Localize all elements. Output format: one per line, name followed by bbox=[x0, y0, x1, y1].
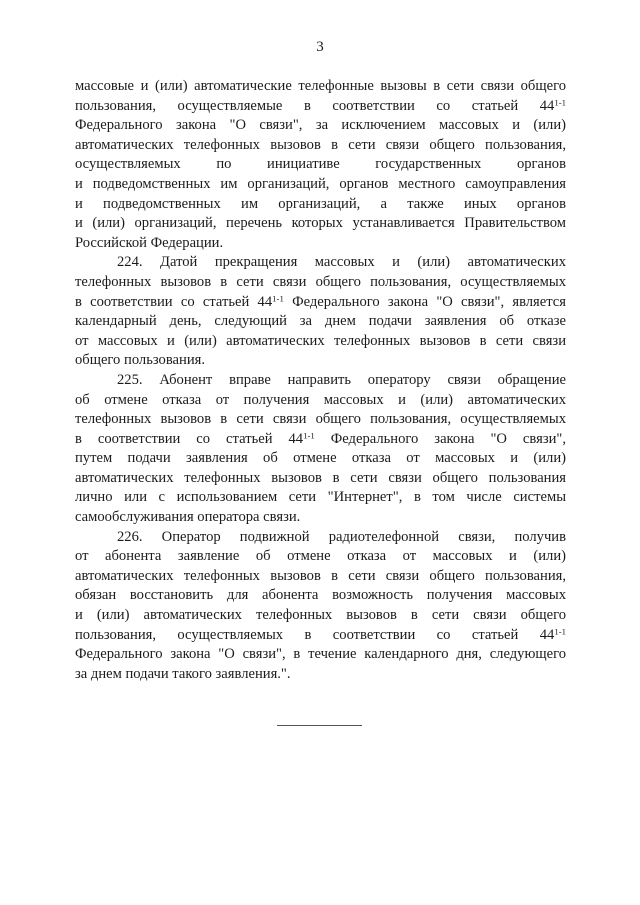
line-text: Федерального закона "О связи", является bbox=[283, 293, 566, 310]
text-line: автоматических телефонных вызовов в сети связи общего пользования, bbox=[75, 136, 566, 153]
text-line: телефонных вызовов в сети связи общего пользования, осуществляемых bbox=[75, 411, 566, 428]
text-line: телефонных вызовов в сети связи общего пользования, осуществляемых bbox=[75, 273, 566, 290]
line-text: пользования, осуществляемых в соответствии со статьей 44 bbox=[75, 626, 555, 643]
text-line: от абонента заявление об отмене отказа от массовых и (или) bbox=[75, 548, 566, 565]
superscript: 1-1 bbox=[272, 293, 284, 304]
text-line: Федерального закона "О связи", за исключением массовых и (или) bbox=[75, 117, 566, 134]
document-body bbox=[75, 77, 566, 684]
text-line: Российской Федерации. bbox=[75, 234, 224, 251]
paragraph-226 bbox=[75, 528, 566, 685]
page-number: 3 bbox=[316, 39, 324, 55]
text-line: путем подачи заявления об отмене отказа от массовых и (или) bbox=[75, 450, 566, 467]
superscript: 1-1 bbox=[554, 97, 566, 108]
text-line: 224. Датой прекращения массовых и (или) автоматических bbox=[117, 254, 566, 271]
text-line: самообслуживания оператора связи. bbox=[75, 509, 301, 526]
paragraph-continuation bbox=[75, 77, 566, 253]
text-line: и подведомственных им организаций, а также иных органов bbox=[75, 195, 566, 212]
text-line: Федерального закона "О связи", в течение календарного дня, следующего bbox=[75, 646, 566, 663]
line-text: в соответствии со статьей 44 bbox=[75, 430, 304, 447]
superscript: 1-1 bbox=[303, 430, 315, 441]
text-line: 226. Оператор подвижной радиотелефонной связи, получив bbox=[117, 528, 566, 545]
text-line: и (или) организаций, перечень которых устанавливается Правительством bbox=[75, 215, 566, 232]
line-text: Федерального закона "О связи", bbox=[314, 430, 566, 447]
superscript: 1-1 bbox=[554, 626, 566, 637]
text-line: и (или) автоматических телефонных вызовов в сети связи общего bbox=[75, 607, 566, 624]
paragraph-225 bbox=[75, 371, 566, 528]
text-line: и подведомственных им организаций, органов местного самоуправления bbox=[75, 175, 566, 192]
text-line: обязан восстановить для абонента возможность получения массовых bbox=[75, 587, 566, 604]
end-of-text-rule bbox=[277, 725, 362, 726]
line-text: пользования, осуществляемые в соответствии со статьей 44 bbox=[75, 97, 555, 114]
text-line: за днем подачи такого заявления.". bbox=[75, 665, 291, 682]
text-line bbox=[75, 430, 566, 450]
text-line: 225. Абонент вправе направить оператору связи обращение bbox=[117, 371, 566, 388]
text-line: лично или с использованием сети "Интернет", в том числе системы bbox=[75, 489, 566, 506]
text-line: осуществляемых по инициативе государственных органов bbox=[75, 156, 566, 173]
text-line bbox=[75, 97, 566, 117]
text-line: автоматических телефонных вызовов в сети связи общего пользования, bbox=[75, 567, 566, 584]
text-line: календарный день, следующий за днем подачи заявления об отказе bbox=[75, 313, 566, 330]
text-line: об отмене отказа от получения массовых и (или) автоматических bbox=[75, 391, 566, 408]
text-line: общего пользования. bbox=[75, 352, 205, 369]
text-line: автоматических телефонных вызовов в сети связи общего пользования bbox=[75, 469, 566, 486]
text-line bbox=[75, 626, 566, 646]
line-text: в соответствии со статьей 44 bbox=[75, 293, 273, 310]
text-line: массовые и (или) автоматические телефонные вызовы в сети связи общего bbox=[75, 78, 566, 94]
text-line bbox=[75, 293, 566, 313]
paragraph-224 bbox=[75, 253, 566, 371]
text-line: от массовых и (или) автоматических телефонных вызовов в сети связи bbox=[75, 332, 566, 349]
